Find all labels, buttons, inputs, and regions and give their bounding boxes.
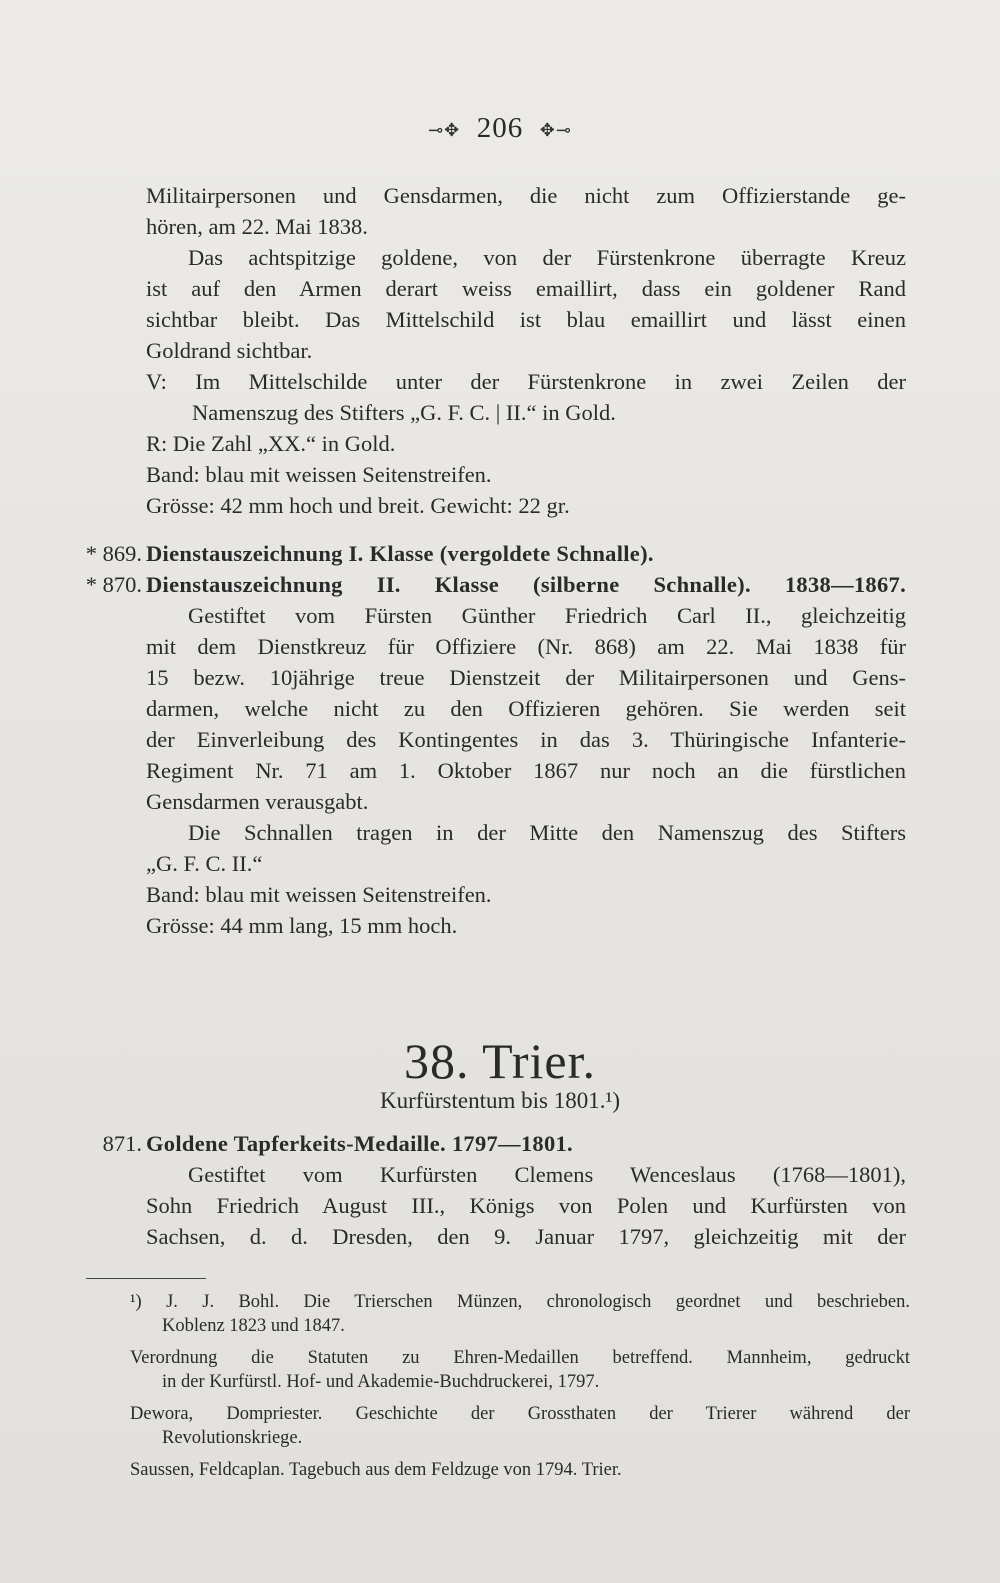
ornament-left-icon: ⊸✥ bbox=[428, 119, 461, 140]
footnote-line: Saussen, Feldcaplan. Tagebuch aus dem Feldzuge von 1794. Trier. bbox=[130, 1460, 622, 1480]
entry-870 bbox=[85, 569, 906, 941]
text-line: Militairpersonen und Gensdarmen, die nicht zum Offizierstande ge- bbox=[146, 183, 906, 208]
text-line: der Einverleibung des Kontingentes in das 3. Thüringische Infanterie- bbox=[146, 727, 906, 752]
footnote-line: Dewora, Dompriester. Geschichte der Grossthaten der Trierer während der bbox=[130, 1404, 910, 1424]
entry-number: 871. bbox=[102, 1131, 142, 1156]
chapter-title: 38. Trier. bbox=[403, 1033, 596, 1089]
text-line: Namenszug des Stifters „G. F. C. | II.“ in Gold. bbox=[192, 400, 616, 425]
chapter-subtitle: Kurfürstentum bis 1801.¹) bbox=[379, 1088, 621, 1113]
text-line: Band: blau mit weissen Seitenstreifen. bbox=[146, 462, 492, 487]
text-line: hören, am 22. Mai 1838. bbox=[146, 214, 368, 239]
entry-number: * 870. bbox=[85, 572, 142, 597]
page-number: 206 bbox=[476, 112, 524, 144]
text-line: Die Schnallen tragen in der Mitte den Namenszug des Stifters bbox=[188, 820, 906, 845]
text-line: darmen, welche nicht zu den Offizieren gehören. Sie werden seit bbox=[146, 696, 906, 721]
entry-871 bbox=[102, 1128, 906, 1252]
page-header bbox=[0, 112, 1000, 145]
text-line: ist auf den Armen derart weiss emaillirt, dass ein goldener Rand bbox=[146, 276, 906, 301]
text-line: R: Die Zahl „XX.“ in Gold. bbox=[146, 431, 396, 456]
text-line: „G. F. C. II.“ bbox=[146, 851, 263, 876]
ornament-right-icon: ✥⊸ bbox=[539, 119, 572, 140]
text-line: Band: blau mit weissen Seitenstreifen. bbox=[146, 882, 492, 907]
text-line: V: Im Mittelschilde unter der Fürstenkrone in zwei Zeilen der bbox=[146, 369, 906, 394]
text-line: Sachsen, d. d. Dresden, den 9. Januar 1797, gleichzeitig mit der bbox=[146, 1224, 906, 1249]
text-line: Gestiftet vom Fürsten Günther Friedrich Carl II., gleichzeitig bbox=[188, 603, 906, 628]
footnote-divider bbox=[86, 1278, 206, 1279]
text-line: 15 bezw. 10jährige treue Dienstzeit der Militairpersonen und Gens- bbox=[146, 665, 906, 690]
footnote-line: Verordnung die Statuten zu Ehren-Medaillen betreffend. Mannheim, gedruckt bbox=[130, 1348, 910, 1368]
footnote-line: Revolutionskriege. bbox=[162, 1428, 303, 1448]
text-line: Das achtspitzige goldene, von der Fürstenkrone überragte Kreuz bbox=[188, 245, 906, 270]
text-line: Gestiftet vom Kurfürsten Clemens Wenceslaus (1768—1801), bbox=[188, 1162, 906, 1187]
entry-number: * 869. bbox=[85, 541, 142, 566]
section-868-continuation bbox=[146, 180, 906, 521]
text-line: Gensdarmen verausgabt. bbox=[146, 789, 369, 814]
entry-title: Dienstauszeichnung I. Klasse (vergoldete Schnalle). bbox=[146, 541, 654, 566]
footnote-line: Koblenz 1823 und 1847. bbox=[162, 1316, 345, 1336]
text-line: Regiment Nr. 71 am 1. Oktober 1867 nur noch an die fürstlichen bbox=[146, 758, 906, 783]
text-line: Grösse: 44 mm lang, 15 mm hoch. bbox=[146, 913, 458, 938]
text-line: mit dem Dienstkreuz für Offiziere (Nr. 868) am 22. Mai 1838 für bbox=[146, 634, 906, 659]
text-line: sichtbar bleibt. Das Mittelschild ist blau emaillirt und lässt einen bbox=[146, 307, 906, 332]
text-line: Grösse: 42 mm hoch und breit. Gewicht: 22 gr. bbox=[146, 493, 570, 518]
text-line: Goldrand sichtbar. bbox=[146, 338, 313, 363]
footnote-line: in der Kurfürstl. Hof- und Akademie-Buchdruckerei, 1797. bbox=[162, 1372, 600, 1392]
footnotes bbox=[130, 1290, 910, 1482]
entry-869 bbox=[85, 538, 906, 569]
footnote-line: ¹) J. J. Bohl. Die Trierschen Münzen, chronologisch geordnet und beschrieben. bbox=[130, 1292, 910, 1312]
text-line: Sohn Friedrich August III., Königs von Polen und Kurfürsten von bbox=[146, 1193, 906, 1218]
entry-title: Goldene Tapferkeits-Medaille. 1797—1801. bbox=[146, 1131, 573, 1156]
entry-title: Dienstauszeichnung II. Klasse (silberne Schnalle). 1838—1867. bbox=[146, 572, 906, 597]
